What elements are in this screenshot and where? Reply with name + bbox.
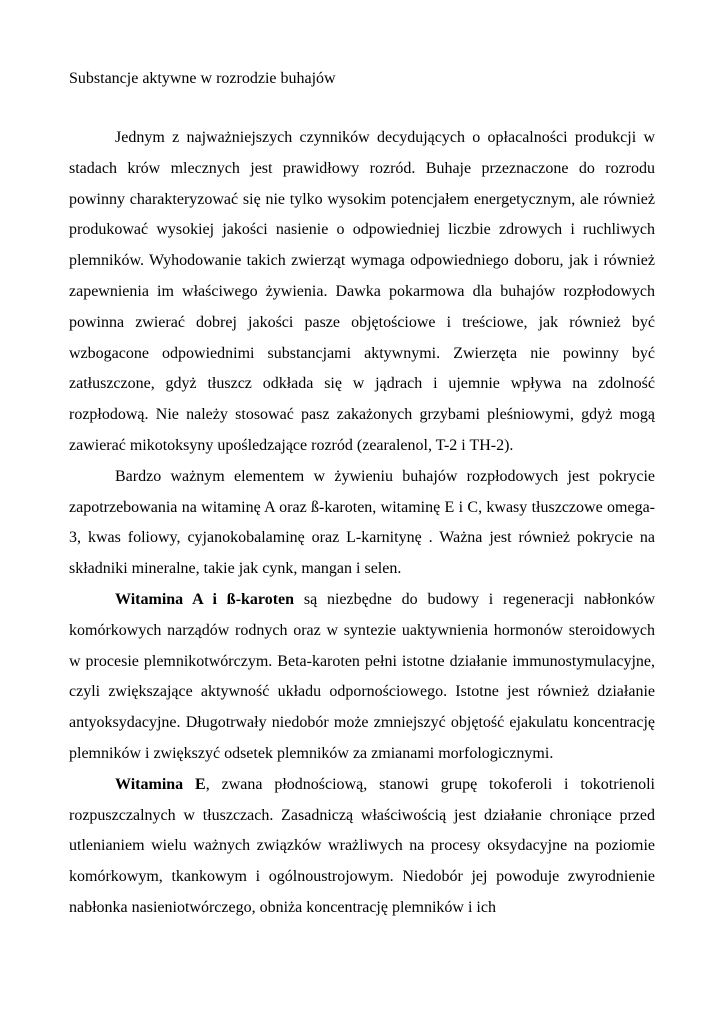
paragraph-vitamin-a: [69, 585, 655, 770]
paragraph-text: Bardzo ważnym elementem w żywieniu buhajów rozpłodowych jest pokrycie zapotrzebowania na witaminę A oraz ß-karoten, witaminę E i C, kwasy tłuszczowe omega-3, kwas foliowy, cyjanokobalaminę oraz L-karnitynę . Ważna jest również pokrycie na składniki mineralne, takie jak cynk, mangan i selen.: [69, 467, 655, 578]
document-body: [69, 123, 655, 924]
paragraph-lead-bold: Witamina A i ß-karoten: [115, 590, 295, 608]
paragraph-text: są niezbędne do budowy i regeneracji nabłonków komórkowych narządów rodnych oraz w syntezie uaktywnienia hormonów steroidowych w procesie plemnikotwórczym. Beta-karoten pełni istotne działanie immunostymulacyjne, czyli zwiększające aktywność układu odpornościowego. Istotne jest również działanie antyoksydacyjne. Długotrwały niedobór może zmniejszyć objętość ejakulatu koncentrację plemników i zwiększyć odsetek plemników za zmianami morfologicznymi.: [69, 590, 655, 762]
document-title: Substancje aktywne w rozrodzie buhajów: [69, 70, 336, 87]
paragraph-vitamin-e: [69, 770, 655, 924]
paragraph-intro: [69, 123, 655, 462]
paragraph-vitamin-requirements: [69, 462, 655, 585]
paragraph-text: Jednym z najważniejszych czynników decydujących o opłacalności produkcji w stadach krów mlecznych jest prawidłowy rozród. Buhaje przeznaczone do rozrodu powinny charakteryzować się nie tylko wysokim potencjałem energetycznym, ale również produkować wysokiej jakości nasienie o odpowiedniej liczbie zdrowych i ruchliwych plemników. Wyhodowanie takich zwierząt wymaga odpowiedniego doboru, jak i również zapewnienia im właściwego żywienia. Dawka pokarmowa dla buhajów rozpłodowych powinna zwierać dobrej jakości pasze objętościowe i treściowe, jak również być wzbogacone odpowiednimi substancjami aktywnymi. Zwierzęta nie powinny być zatłuszczone, gdyż tłuszcz odkłada się w jądrach i ujemnie wpływa na zdolność rozpłodową. Nie należy stosować pasz zakażonych grzybami pleśniowymi, gdyż mogą zawierać mikotoksyny upośledzające rozród (zearalenol, T-2 i TH-2).: [69, 129, 655, 454]
paragraph-text: , zwana płodnościową, stanowi grupę tokoferoli i tokotrienoli rozpuszczalnych w tłuszczach. Zasadniczą właściwością jest działanie chroniące przed utlenianiem wielu ważnych związków wrażliwych na procesy oksydacyjne na poziomie komórkowym, tkankowym i ogólnoustrojowym. Niedobór jej powoduje zwyrodnienie nabłonka nasieniotwórczego, obniża koncentrację plemników i ich: [69, 775, 656, 916]
paragraph-lead-bold: Witamina E: [115, 775, 206, 793]
